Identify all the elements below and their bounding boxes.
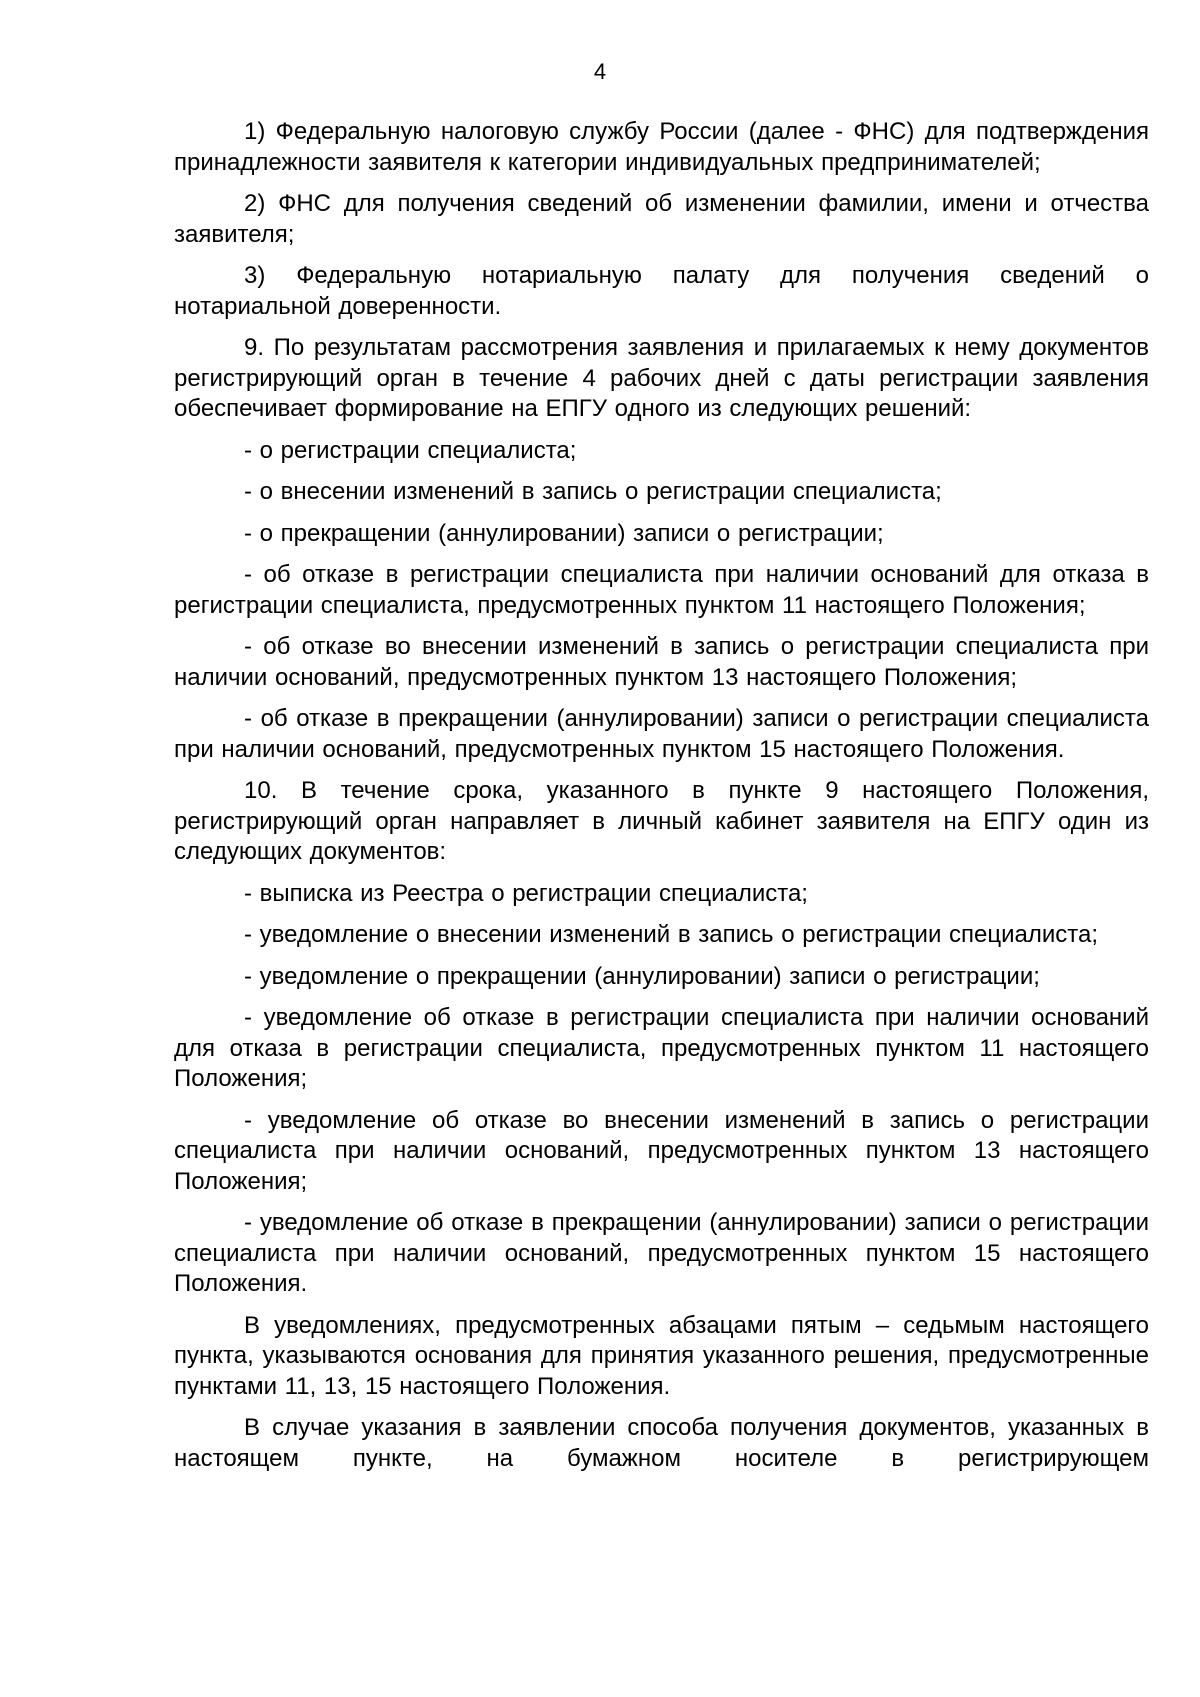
- list-item-termination: - о прекращении (аннулировании) записи о регистрации;: [244, 519, 884, 547]
- list-item-refusal-termination: - об отказе в прекращении (аннулировании) записи о регистрации специалиста при наличии оснований, предусмотренных пунктом 15 настоящего Положения.: [174, 705, 1149, 763]
- paragraph-clause-9: 9. По результатам рассмотрения заявления и прилагаемых к нему документов регистрирующий орган в течение 4 рабочих дней с даты регистрации заявления обеспечивает формирование на ЕПГУ одного из следующих решений:: [174, 334, 1149, 422]
- paragraph-fns-item-2: 2) ФНС для получения сведений об изменении фамилии, имени и отчества заявителя;: [174, 190, 1149, 248]
- document-body: [174, 117, 1149, 1485]
- list-item-refusal-changes: - об отказе во внесении изменений в запись о регистрации специалиста при наличии оснований, предусмотренных пунктом 13 настоящего Положения;: [174, 633, 1149, 691]
- list-item-changes: - о внесении изменений в запись о регистрации специалиста;: [244, 478, 942, 505]
- paragraph-paper-documents: В случае указания в заявлении способа получения документов, указанных в настоящем пункте, на бумажном носителе в регистрирующем: [174, 1414, 1149, 1472]
- list-item-notice-refusal-registration: - уведомление об отказе в регистрации специалиста при наличии оснований для отказа в регистрации специалиста, предусмотренных пунктом 11 настоящего Положения;: [174, 1004, 1149, 1092]
- paragraph-notice-grounds: В уведомлениях, предусмотренных абзацами пятым – седьмым настоящего пункта, указываются основания для принятия указанного решения, предусмотренные пунктами 11, 13, 15 настоящего Положения.: [174, 1311, 1149, 1400]
- list-item-notice-termination: - уведомление о прекращении (аннулировании) записи о регистрации;: [244, 962, 1040, 990]
- paragraph-notary-item-3: 3) Федеральную нотариальную палату для получения сведений о нотариальной доверенности.: [174, 262, 1149, 320]
- list-item-refusal-registration: - об отказе в регистрации специалиста при наличии оснований для отказа в регистрации специалиста, предусмотренных пунктом 11 настоящего Положения;: [174, 561, 1149, 619]
- list-item-extract: - выписка из Реестра о регистрации специалиста;: [244, 879, 808, 907]
- list-item-notice-refusal-termination: - уведомление об отказе в прекращении (аннулировании) записи о регистрации специалиста при наличии оснований, предусмотренных пунктом 15 настоящего Положения.: [174, 1209, 1149, 1297]
- page-number: 4: [593, 59, 607, 84]
- paragraph-clause-10: 10. В течение срока, указанного в пункте 9 настоящего Положения, регистрирующий орган направляет в личный кабинет заявителя на ЕПГУ один из следующих документов:: [174, 777, 1149, 865]
- list-item-notice-refusal-changes: - уведомление об отказе во внесении изменений в запись о регистрации специалиста при наличии оснований, предусмотренных пунктом 13 настоящего Положения;: [174, 1106, 1149, 1195]
- list-item-notice-changes: - уведомление о внесении изменений в запись о регистрации специалиста;: [244, 921, 1099, 948]
- list-item-registration: - о регистрации специалиста;: [244, 436, 577, 464]
- paragraph-fns-item-1: 1) Федеральную налоговую службу России (далее - ФНС) для подтверждения принадлежности заявителя к категории индивидуальных предпринимателей;: [174, 118, 1149, 176]
